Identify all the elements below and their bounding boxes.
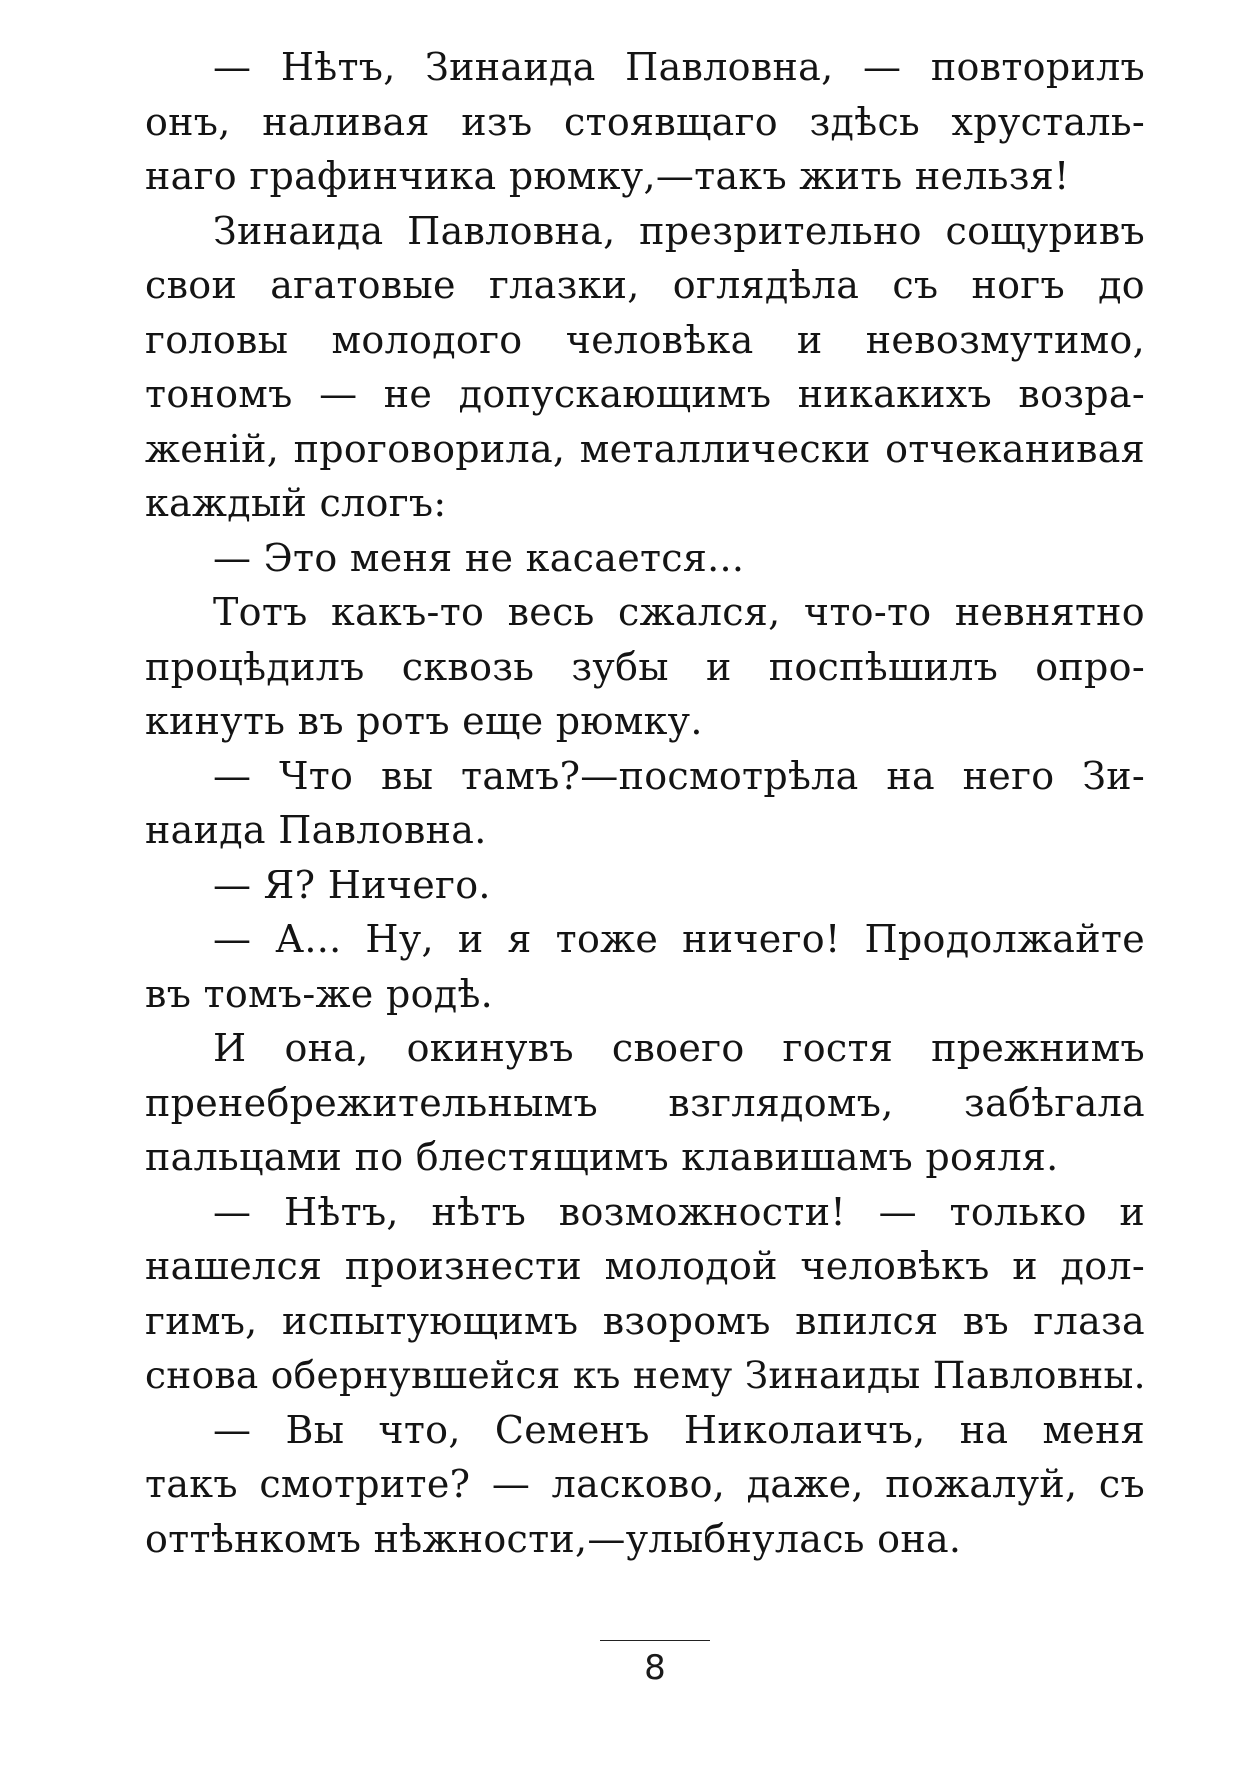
text-line: женій, проговорила, металлически отчеканивая xyxy=(145,426,1145,471)
text-line: въ томъ-же родѣ. xyxy=(145,971,494,1016)
text-line: — А... Ну, и я тоже ничего! Продолжайте xyxy=(213,917,1145,961)
text-line: И она, окинувъ своего гостя прежнимъ xyxy=(213,1026,1145,1070)
text-line: — Это меня не касается... xyxy=(213,535,745,580)
text-line: наго графинчика рюмку,—такъ жить нельзя! xyxy=(145,154,1070,198)
text-line: — Вы что, Семенъ Николаичъ, на меня xyxy=(213,1407,1145,1452)
text-line: Тотъ какъ-то весь сжался, что-то невнятно xyxy=(213,590,1145,634)
text-line: процѣдилъ сквозь зубы и поспѣшилъ опро- xyxy=(145,644,1145,689)
text-line: наида Павловна. xyxy=(145,808,487,852)
text-line: тономъ — не допускающимъ никакихъ возра- xyxy=(145,372,1145,416)
text-line: кинуть въ ротъ еще рюмку. xyxy=(145,699,703,743)
page-number: 8 xyxy=(644,1648,666,1688)
text-line: онъ, наливая изъ стоявщаго здѣсь хрусталь- xyxy=(145,99,1145,144)
text-line: — Нѣтъ, нѣтъ возможности! — только и xyxy=(213,1189,1145,1234)
footer-rule xyxy=(600,1640,710,1641)
text-line: каждый слогъ: xyxy=(145,481,447,525)
text-line: гимъ, испытующимъ взоромъ впился въ глаза xyxy=(145,1298,1145,1343)
text-line: нашелся произнести молодой человѣкъ и дол- xyxy=(145,1244,1145,1288)
text-line: пальцами по блестящимъ клавишамъ рояля. xyxy=(145,1135,1059,1179)
page-body xyxy=(145,40,1145,1566)
text-line: снова обернувшейся къ нему Зинаиды Павловны. xyxy=(145,1353,1146,1397)
text-line: такъ смотрите? — ласково, даже, пожалуй, съ xyxy=(145,1462,1145,1506)
text-line: — Нѣтъ, Зинаида Павловна, — повторилъ xyxy=(213,45,1145,89)
text-line: Зинаида Павловна, презрительно сощуривъ xyxy=(213,208,1145,253)
text-line: пренебрежительнымъ взглядомъ, забѣгала xyxy=(145,1080,1145,1125)
text-line: оттѣнкомъ нѣжности,—улыбнулась она. xyxy=(145,1516,962,1561)
text-line: — Я? Ничего. xyxy=(213,862,491,907)
text-line: — Что вы тамъ?—посмотрѣла на него Зи- xyxy=(213,753,1145,798)
text-line: свои агатовые глазки, оглядѣла съ ногъ до xyxy=(145,263,1145,307)
text-line: головы молодого человѣка и невозмутимо, xyxy=(145,317,1145,362)
